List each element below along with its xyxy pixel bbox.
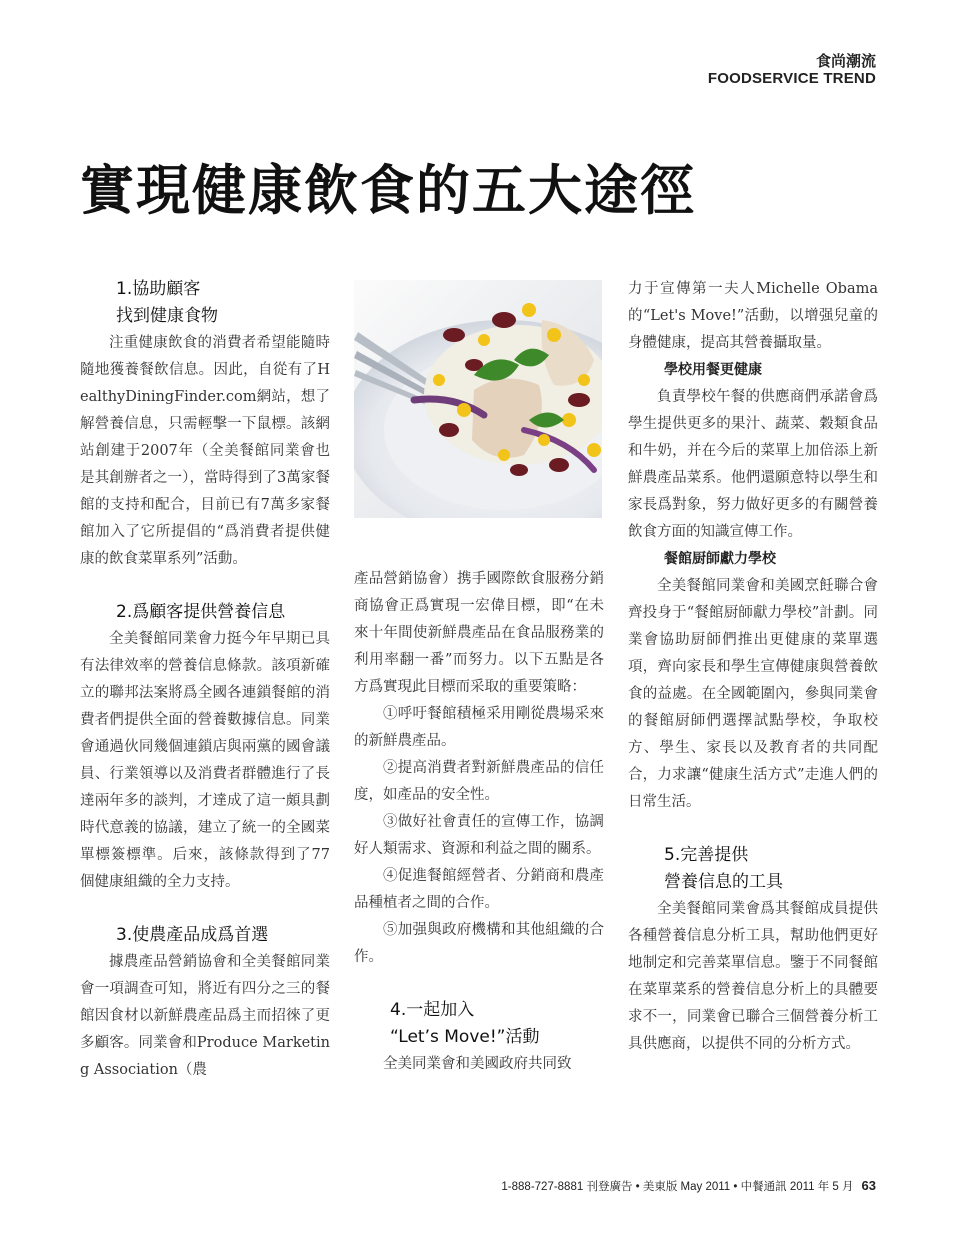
subsection-school-heading: 學校用餐更健康	[664, 362, 762, 378]
section-1-heading-line1: 1.協助顧客	[116, 279, 201, 299]
strategy-1: ①呼吁餐館積極采用剛從農場采來的新鮮農產品。	[354, 706, 604, 749]
footer-text: 1-888-727-8881 刊登廣告 • 美東版 May 2011 • 中餐通訊 2011 年 5 月	[501, 1181, 854, 1193]
subsection-school-body: 負責學校午餐的供應商們承諾會爲學生提供更多的果汁、蔬菜、穀類食品和牛奶，并在今后的菜單上加倍添上新鮮農產品菜系。他們還願意特以學生和家長爲對象，努力做好更多的有關營養飲食方面的知識宣傳工作。	[628, 389, 878, 540]
section-2-heading: 2.爲顧客提供營養信息	[116, 602, 286, 622]
section-2-body: 全美餐館同業會力挺今年早期已具有法律效率的營養信息條款。該項新確立的聯邦法案將爲全國各連鎖餐館的消費者們提供全面的營養數據信息。同業會通過伙同幾個連鎖店與兩黨的國會議員、行業領導以及消費者群體進行了長達兩年多的談判，才達成了這一頗具劃時代意義的協議，建立了統一的全國菜單標簽標準。后來，該條款得到了77個健康組織的全力支持。	[80, 631, 330, 890]
section-3-heading: 3.使農產品成爲首選	[116, 925, 269, 945]
column-1	[80, 276, 330, 1084]
salad-photo	[354, 280, 602, 518]
section-4-heading-line1: 4.一起加入	[390, 1000, 475, 1020]
strategy-2: ②提高消費者對新鮮農產品的信任度，如產品的安全性。	[354, 760, 604, 803]
strategy-4: ④促進餐館經營者、分銷商和農產品種植者之間的合作。	[354, 868, 604, 911]
section-1-body: 注重健康飲食的消費者希望能隨時隨地獲養餐飲信息。因此，自從有了HealthyDiningFinder.com網站，想了解營養信息，只需輕擊一下鼠標。該網站創建于2007年（全美餐館同業會也是其創辦者之一），當時得到了3萬家餐館的支持和配合，目前已有7萬多家餐館加入了它所提倡的“爲消費者提供健康的飲食菜單系列”活動。	[80, 335, 330, 567]
strategy-3: ③做好社會責任的宣傳工作，協調好人類需求、資源和利益之間的關系。	[354, 814, 604, 857]
page-number: 63	[861, 1178, 876, 1193]
section-4-heading-line2: “Let’s Move!”活動	[390, 1027, 540, 1047]
section-5-body: 全美餐館同業會爲其餐館成員提供各種營養信息分析工具，幫助他們更好地制定和完善菜單信息。鑒于不同餐館在菜單菜系的營養信息分析上的具體要求不一，同業會已聯合三個營養分析工具供應商，以提供不同的分析方式。	[628, 901, 878, 1052]
section-5-heading-line2: 營養信息的工具	[664, 872, 783, 892]
section-4-body-part2: 力于宣傳第一夫人Michelle Obama的“Let's Move!”活動，以增强兒童的身體健康，提高其營養攝取量。	[628, 281, 878, 351]
strategy-5: ⑤加强與政府機構和其他組織的合作。	[354, 922, 604, 965]
column-3	[628, 276, 878, 1058]
section-header-cn: 食尚潮流	[815, 52, 876, 70]
page-footer	[501, 1178, 876, 1194]
column-2	[354, 566, 604, 1078]
subsection-chef-heading: 餐館厨師獻力學校	[664, 551, 776, 567]
section-5-heading-line1: 5.完善提供	[664, 845, 749, 865]
section-3-body-part1: 據農產品營銷協會和全美餐館同業會一項調查可知，將近有四分之三的餐館因食材以新鮮農產品爲主而招徠了更多顧客。同業會和Produce Marketing Association（農	[80, 954, 330, 1078]
section-header-en: FOODSERVICE TREND	[707, 70, 876, 87]
subsection-chef-body: 全美餐館同業會和美國烹飪聯合會齊投身于“餐館厨師獻力學校”計劃。同業會協助厨師們推出更健康的菜單選項，齊向家長和學生宣傳健康與營養飲食的益處。在全國範圍內，參與同業會的餐館厨師們選擇試點學校，争取校方、學生、家長以及教育者的共同配合，力求讓“健康生活方式”走進人們的日常生活。	[628, 578, 878, 810]
section-3-body-part2: 產品營銷協會）携手國際飲食服務分銷商協會正爲實現一宏偉目標，即“在未來十年間使新鮮農產品在食品服務業的利用率翻一番”而努力。以下五點是各方爲實現此目標而采取的重要策略：	[354, 571, 604, 695]
article-title: 實現健康飲食的五大途徑	[80, 158, 696, 222]
section-4-body-part1: 全美同業會和美國政府共同致	[383, 1056, 572, 1072]
section-1-heading-line2: 找到健康食物	[116, 306, 218, 326]
